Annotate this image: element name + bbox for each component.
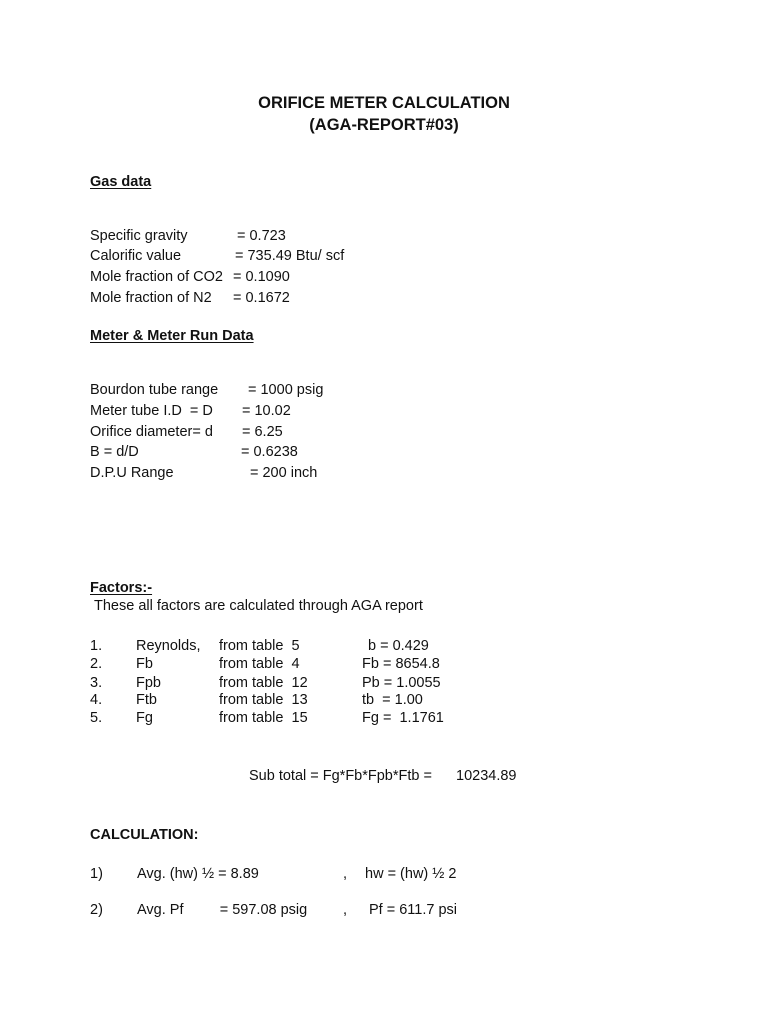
factor-result: tb = 1.00 <box>362 692 423 708</box>
subtotal-value: 10234.89 <box>456 768 517 784</box>
gas-data-heading: Gas data <box>90 174 152 190</box>
factor-result: Pb = 1.0055 <box>362 675 441 691</box>
calc-step-separator: , <box>343 866 348 882</box>
factor-result: Fg = 1.1761 <box>362 710 444 726</box>
factor-source: from table 4 <box>219 656 300 672</box>
document-title: ORIFICE METER CALCULATION <box>258 94 510 112</box>
calc-step-right: Pf = 611.7 psi <box>369 902 457 918</box>
calc-step-number: 1) <box>90 866 103 882</box>
calc-step-right: hw = (hw) ½ 2 <box>365 866 457 882</box>
factor-source: from table 12 <box>219 675 308 691</box>
factor-number: 1. <box>90 638 103 654</box>
calc-step-separator: , <box>343 902 348 918</box>
calculation-heading: CALCULATION: <box>90 827 199 843</box>
factor-result: Fb = 8654.8 <box>362 656 440 672</box>
meter-row-label: Bourdon tube range <box>90 382 219 398</box>
gas-row-value: = 0.1090 <box>233 269 290 285</box>
factor-source: from table 5 <box>219 638 300 654</box>
gas-row-value: = 0.723 <box>237 228 286 244</box>
meter-row-label: Orifice diameter= d <box>90 424 213 440</box>
factors-note: These all factors are calculated through AGA report <box>94 598 423 614</box>
meter-row-value: = 10.02 <box>242 403 291 419</box>
gas-row-label: Mole fraction of CO2 <box>90 269 223 285</box>
meter-row-value: = 6.25 <box>242 424 283 440</box>
meter-data-heading: Meter & Meter Run Data <box>90 328 254 344</box>
meter-row-label: Meter tube I.D = D <box>90 403 213 419</box>
meter-row-label: D.P.U Range <box>90 465 174 481</box>
meter-row-value: = 1000 psig <box>248 382 324 398</box>
factor-name: Reynolds, <box>136 638 201 654</box>
subtotal-label: Sub total = Fg*Fb*Fpb*Ftb = <box>249 768 432 784</box>
calc-step-number: 2) <box>90 902 103 918</box>
meter-row-label: B = d/D <box>90 444 139 460</box>
calc-step-left: Avg. (hw) ½ = 8.89 <box>137 866 259 882</box>
factor-source: from table 15 <box>219 710 308 726</box>
gas-row-value: = 735.49 Btu/ scf <box>235 248 345 264</box>
meter-row-value: = 200 inch <box>250 465 318 481</box>
factors-heading: Factors:- <box>90 580 153 596</box>
factor-name: Fpb <box>136 675 161 691</box>
gas-row-label: Mole fraction of N2 <box>90 290 212 306</box>
factor-number: 3. <box>90 675 103 691</box>
factor-number: 4. <box>90 692 103 708</box>
factor-name: Fg <box>136 710 153 726</box>
calc-step-left: Avg. Pf = 597.08 psig <box>137 902 308 918</box>
document-subtitle: (AGA-REPORT#03) <box>309 116 459 134</box>
factor-name: Fb <box>136 656 153 672</box>
gas-row-label: Specific gravity <box>90 228 188 244</box>
gas-row-label: Calorific value <box>90 248 182 264</box>
gas-row-value: = 0.1672 <box>233 290 290 306</box>
factor-source: from table 13 <box>219 692 308 708</box>
factor-result: b = 0.429 <box>368 638 429 654</box>
factor-name: Ftb <box>136 692 157 708</box>
meter-row-value: = 0.6238 <box>241 444 298 460</box>
factor-number: 5. <box>90 710 103 726</box>
factor-number: 2. <box>90 656 103 672</box>
